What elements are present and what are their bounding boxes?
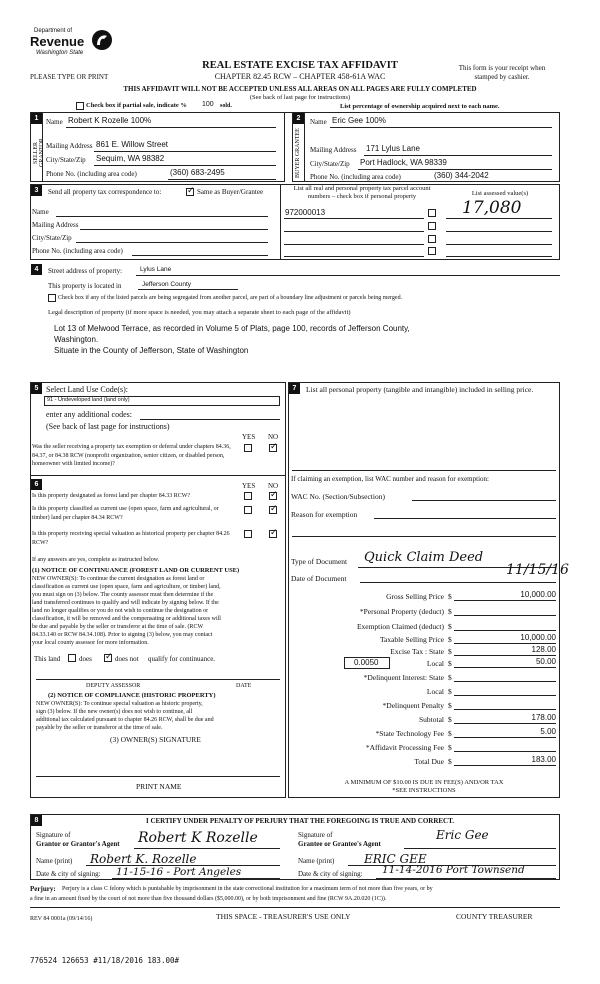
legal-desc-line2[interactable]: Washington. [54,335,99,344]
notice1-title: (1) NOTICE OF CONTINUANCE (FOREST LAND OR CURRENT USE) [32,567,240,574]
certify-statement: I CERTIFY UNDER PENALTY OF PERJURY THAT THE FOREGOING IS TRUE AND CORRECT. [145,817,454,825]
taxable-value[interactable]: 10,000.00 [520,633,556,642]
land-use-title: Select Land Use Code(s): [46,385,128,394]
exemption-claim-label: If claiming an exemption, list WAC number and reason for exemption: [291,475,489,483]
section-1-number: 1 [31,113,42,124]
parcel-number[interactable]: 972000013 [285,208,326,217]
buyer-city-label: City/State/Zip [310,160,350,168]
buyer-name-label: Name [310,118,327,126]
parcel-personal-checkbox-3[interactable] [428,235,436,243]
same-as-buyer-label: Same as Buyer/Grantee [197,188,264,196]
if-yes-note: If any answers are yes, complete as instructed below. [32,557,160,563]
doc-type-value[interactable]: Quick Claim Deed [364,550,484,565]
grantee-date-city[interactable]: 11-14-2016 Port Townsend [382,864,525,876]
notice2-line3: additional tax calculated pursuant to chapter 84.26 RCW, shall be due and [36,717,214,723]
s3-phone-label: Phone No. (including area code) [32,247,123,255]
buyer-mail-label: Mailing Address [310,146,357,154]
historic-yes-checkbox[interactable] [244,530,252,538]
perjury-text-line2: a fine in an amount fixed by the court of not more than five thousand dollars ($5,000.00), or by both imprisonment and fine (RCW 9A.20.020 (1C)). [30,896,387,902]
notice1-line6: classification, it will be removed and the compensating or additional taxes will [32,616,221,622]
does-not-label: does not [115,655,139,663]
exempt-claimed-label: Exemption Claimed (deduct) [356,622,444,631]
total-due-label: Total Due [414,757,444,766]
grantor-sig-label1: Signature of [36,831,71,839]
s6-yes-header: YES [242,482,256,490]
grantee-sig-label1: Signature of [298,831,333,839]
street-address[interactable]: Lylus Lane [140,266,172,273]
seller-name-label: Name [46,118,63,126]
does-label: does [79,655,92,663]
parcel-personal-checkbox-1[interactable] [428,209,436,217]
section-8-number: 8 [31,815,42,826]
buyer-side-label: BUYER GRANTEE [295,128,301,178]
section-6-number: 6 [31,479,42,490]
subtotal-dollar: $ [448,715,452,724]
s3-city-label: City/State/Zip [32,234,72,242]
minimum-due-note: A MINIMUM OF $10.00 IS DUE IN FEE(S) AND/OR TAX [344,779,504,786]
forest-question: Is this property designated as forest land per chapter 84.33 RCW? [32,493,191,499]
current-use-no-checkbox[interactable] [269,506,277,514]
does-checkbox[interactable] [68,654,76,662]
gross-label: Gross Selling Price [386,592,444,601]
grantee-print-label: Name (print) [298,857,335,865]
notice1-line3: you must sign on (3) below. The county assessor must then determine if the [32,592,214,598]
form-title: REAL ESTATE EXCISE TAX AFFIDAVIT [202,60,398,71]
seller-city[interactable]: Sequim, WA 98382 [96,154,165,163]
total-due-dollar: $ [448,757,452,766]
local-dollar: $ [448,659,452,668]
delinq-int-dollar: $ [448,673,452,682]
s6-no-header: NO [268,482,279,490]
buyer-phone[interactable]: (360) 344-2042 [434,171,489,180]
exempt-dollar: $ [448,622,452,631]
doc-date-label: Date of Document [291,574,347,583]
cashier-stamp: 776524 126653 #11/18/2016 183.00# [30,956,180,965]
seller-mail-label: Mailing Address [46,142,93,150]
assessed-header: List assessed value(s) [471,190,529,197]
local-label: Local [426,659,444,668]
form-warning: THIS AFFIDAVIT WILL NOT BE ACCEPTED UNLESS ALL AREAS ON ALL PAGES ARE FULLY COMPLETED [123,85,477,93]
grantor-date-city[interactable]: 11-15-16 - Port Angeles [116,866,242,878]
deputy-assessor-label: DEPUTY ASSESSOR [86,683,141,689]
forest-yes-checkbox[interactable] [244,492,252,500]
exempt-yes-checkbox[interactable] [244,444,252,452]
grantee-date-label: Date & city of signing: [298,870,363,878]
see-instructions-note: *SEE INSTRUCTIONS [392,787,456,794]
partial-sale-pct[interactable]: 100 [202,101,214,108]
located-county[interactable]: Jefferson County [142,281,192,288]
legal-desc-line3[interactable]: Situate in the County of Jefferson, State of Washington [54,346,249,355]
grantor-date-label: Date & city of signing: [36,870,101,878]
qualify-label: qualify for continuance. [148,655,216,663]
grantee-sig-label2: Grantee or Grantee's Agent [298,840,381,848]
does-not-checkbox[interactable] [104,654,112,662]
taxable-dollar: $ [448,635,452,644]
forest-no-checkbox[interactable] [269,492,277,500]
seller-phone-label: Phone No. (including area code) [46,170,137,178]
seller-city-label: City/State/Zip [46,156,86,164]
s5-no-header: NO [268,433,279,441]
segregated-checkbox[interactable] [48,294,56,302]
notice1-line5: land no longer qualifies or you do not wish to continue the designation or [32,608,209,614]
perjury-text-line1: Perjury is a class C felony which is punishable by imprisonment in the state correctional institution for a maximum term of not more than five years, or by [62,886,433,892]
receipt-note: This form is your receipt when stamped by cashier. [458,64,546,81]
exempt-no-checkbox[interactable] [269,444,277,452]
reason-label: Reason for exemption [291,510,358,519]
grantee-signature[interactable]: Eric Gee [436,828,489,842]
parcel-header: List all real and personal property tax parcel account numbers – check box if personal property [293,185,431,200]
grantee-print-name[interactable]: ERIC GEE [364,852,427,866]
total-due-value[interactable]: 183.00 [531,755,556,764]
delinq-penalty-dollar: $ [448,701,452,710]
notice1-line4: land transferred continues to qualify and will indicate by signing below. If the [32,600,219,606]
tech-fee-value[interactable]: 5.00 [540,727,556,736]
gross-value[interactable]: 10,000.00 [520,590,556,599]
seller-name[interactable]: Robert K Rozelle 100% [68,116,152,125]
notice2-line1: NEW OWNER(S): To continue special valuation as historic property, [36,701,203,707]
date-label: DATE [236,683,252,689]
historic-question: Is this property receiving special valuation as historical property per chapter 84.26 RCW? [32,531,230,546]
grantor-print-label: Name (print) [36,857,73,865]
section-4-number: 4 [31,264,42,275]
s3-name-label: Name [32,208,49,216]
gross-dollar: $ [448,592,452,601]
legal-desc-label: Legal description of property (if more space is needed, you may attach a separate sheet to each page of the affidavit) [48,309,351,316]
buyer-mail[interactable]: 171 Lylus Lane [366,144,420,153]
notice1-line8: 84.33.140 or RCW 84.34.108). Prior to signing (3) below, you may contact [32,632,213,638]
buyer-name[interactable]: Eric Gee 100% [332,116,386,125]
affidavit-fee-label: *Affidavit Processing Fee [365,743,444,752]
parcel-personal-checkbox-4[interactable] [428,247,436,255]
section-7-number: 7 [289,383,300,394]
delinq-penalty-label: *Delinquent Penalty [382,701,444,710]
same-as-buyer-checkbox[interactable] [186,188,194,196]
located-label: This property is located in [48,282,122,290]
excise-state-value[interactable]: 128.00 [531,645,556,654]
tech-fee-dollar: $ [448,729,452,738]
section-5-number: 5 [31,383,42,394]
county-treasurer-label: COUNTY TREASURER [456,912,533,921]
additional-codes-label: enter any additional codes: [46,410,132,419]
street-label: Street address of property: [48,267,123,275]
legal-desc-line1[interactable]: Lot 13 of Melwood Terrace, as recorded in Volume 5 of Plats, page 100, records of Jefferson County, [54,324,410,333]
grantor-sig-label2: Grantor or Grantor's Agent [36,840,120,848]
s3-mail-label: Mailing Address [32,221,79,229]
owner-signature-label: (3) OWNER(S) SIGNATURE [110,735,201,744]
this-land-label: This land [34,655,61,663]
delinq-int-label: *Delinquent Interest: State [363,673,444,682]
local-rate-value: 0.0050 [354,658,379,667]
buyer-city[interactable]: Port Hadlock, WA 98339 [360,158,447,167]
land-use-code: 91 - Undeveloped land (land only) [47,397,130,403]
s5-yes-header: YES [242,433,256,441]
notice1-line1: NEW OWNER(S): To continue the current designation as forest land or [32,576,205,582]
excise-state-label: Excise Tax : State [390,647,444,656]
section-2-number: 2 [293,113,304,124]
grantor-signature[interactable]: Robert K Rozelle [138,830,258,846]
dept-name: Revenue [30,34,85,49]
wac-label: WAC No. (Section/Subsection) [291,492,385,501]
segregated-label: Check box if any of the listed parcels are being segregated from another parcel, are part of a boundary line adjustment or parcels being merged. [58,295,403,301]
notice1-line9: your local county assessor for more information. [32,640,149,646]
revenue-logo [30,28,120,70]
affidavit-fee-dollar: $ [448,743,452,752]
tech-fee-label: *State Technology Fee [375,729,444,738]
form-chapter: CHAPTER 82.45 RCW – CHAPTER 458-61A WAC [214,72,386,81]
local-value[interactable]: 50.00 [535,657,556,666]
notice1-line7: be due and payable by the seller or transferor at the time of sale. (RCW [32,624,204,630]
delinq-local-dollar: $ [448,687,452,696]
seller-phone[interactable]: (360) 683-2495 [170,168,225,177]
buyer-phone-label: Phone No. (including area code) [310,173,401,181]
doc-type-label: Type of Document [291,557,348,566]
delinq-local-label: Local [426,687,444,696]
partial-sold-label: sold. [220,103,232,109]
personal-dollar: $ [448,607,452,616]
current-use-yes-checkbox[interactable] [244,506,252,514]
please-type: PLEASE TYPE OR PRINT [30,73,109,81]
assessed-value[interactable]: 17,080 [462,198,522,218]
send-correspondence-label: Send all property tax correspondence to: [48,188,162,196]
grantor-print-name[interactable]: Robert K. Rozelle [90,852,197,866]
historic-no-checkbox[interactable] [269,530,277,538]
current-use-question: Is this property classified as current use (open space, farm and agricultural, or timber) land per chapter 84.34 RCW? [32,506,219,521]
ownership-note: List percentage of ownership acquired next to each name. [340,103,500,110]
notice2-line4: payable by the seller or transferor at the time of sale. [36,725,163,731]
form-revision: REV 84 0001a (09/14/16) [30,916,93,922]
revenue-swoosh-icon [90,28,114,52]
taxable-label: Taxable Selling Price [379,635,444,644]
notice1-line2: classification as current use (open space, farm and agriculture, or timber) land, [32,584,221,590]
partial-sale-checkbox[interactable] [76,102,84,110]
section-3-number: 3 [31,185,42,196]
doc-date-value[interactable]: 11/15/16 [506,562,569,578]
partial-sale-label: Check box if partial sale, indicate % [86,102,187,109]
print-name-label: PRINT NAME [136,782,182,791]
seller-side-label: SELLER GRANTOR [33,138,45,168]
subtotal-value[interactable]: 178.00 [531,713,556,722]
dept-line1: Department of [34,28,73,34]
notice2-line2: sign (3) below. If the new owner(s) does not wish to continue, all [36,709,193,715]
s5-see-back: (See back of last page for instructions) [46,422,170,431]
see-back-note: (See back of last page for instructions) [249,94,351,101]
subtotal-label: Subtotal [418,715,444,724]
excise-state-dollar: $ [448,647,452,656]
parcel-personal-checkbox-2[interactable] [428,222,436,230]
seller-mail[interactable]: 861 E. Willow Street [96,140,169,149]
personal-deduct-label: *Personal Property (deduct) [359,607,444,616]
treasurer-space-label: THIS SPACE - TREASURER'S USE ONLY [216,912,351,921]
exemption-question: Was the seller receiving a property tax exemption or deferral under chapters 84.36, 84.37, or 84.38 RCW (nonprofit organization, senior citizen, or disabled person, homeowner with limited income)? [32,444,231,467]
notice2-title: (2) NOTICE OF COMPLIANCE (HISTORIC PROPERTY) [48,692,216,699]
personal-property-label: List all personal property (tangible and intangible) included in selling price. [306,385,534,394]
dept-state: Washington State [36,50,84,56]
perjury-label: Perjury: [30,885,56,893]
